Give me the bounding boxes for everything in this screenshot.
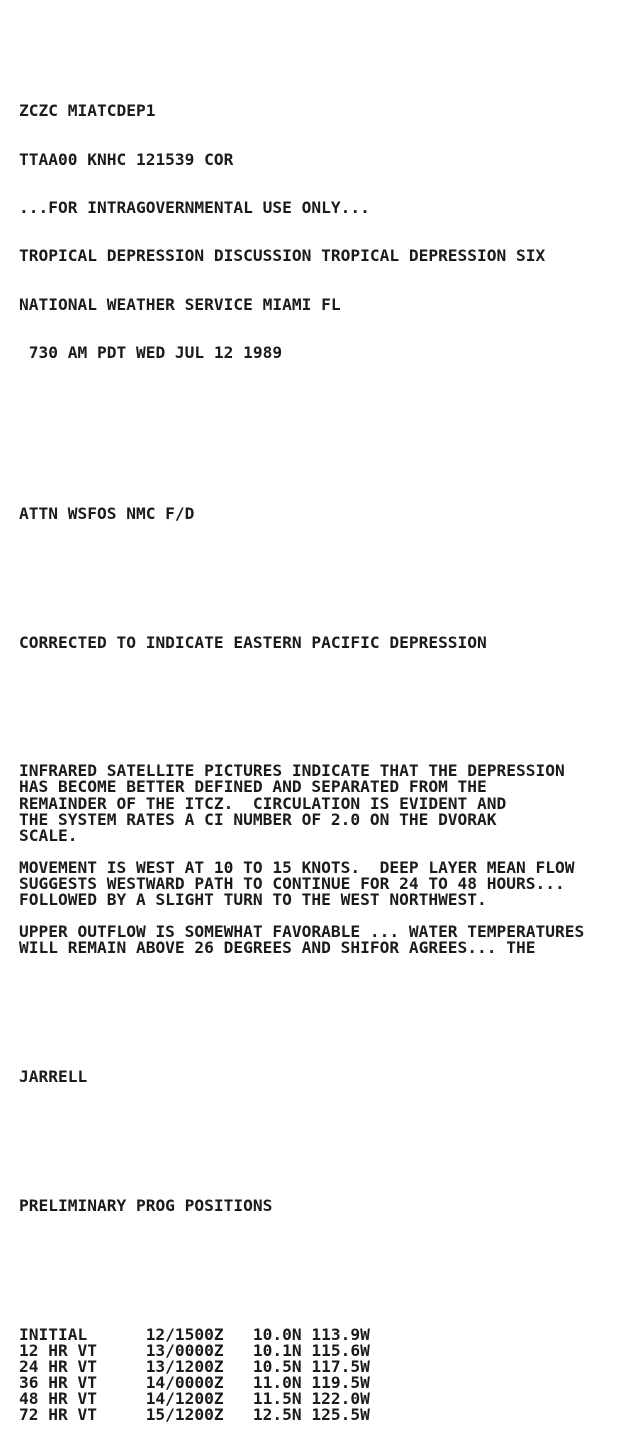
prog-valid-time: 15/1200Z bbox=[145, 1405, 224, 1425]
discussion-line: MOVEMENT IS WEST AT 10 TO 15 KNOTS. DEEP LAYER MEAN FLOW bbox=[19, 857, 575, 877]
prog-latitude: 12.5N bbox=[252, 1405, 302, 1425]
prog-positions-table bbox=[19, 1324, 636, 1425]
discussion-line: REMAINDER OF THE ITCZ. CIRCULATION IS EVIDENT AND bbox=[19, 793, 507, 813]
prog-valid-time: 14/0000Z bbox=[145, 1372, 224, 1392]
blank-line bbox=[19, 441, 636, 457]
prog-row-label: 72 HR VT bbox=[19, 1405, 97, 1425]
discussion-line: SCALE. bbox=[19, 825, 78, 845]
prog-valid-time: 13/0000Z bbox=[145, 1340, 224, 1360]
blank-line bbox=[19, 570, 636, 586]
blank-line bbox=[19, 1133, 636, 1149]
discussion-section bbox=[19, 763, 636, 956]
issuing-office-line: NATIONAL WEATHER SERVICE MIAMI FL bbox=[19, 294, 341, 314]
prog-latitude: 10.0N bbox=[252, 1324, 302, 1344]
prog-positions-heading: PRELIMINARY PROG POSITIONS bbox=[19, 1195, 273, 1215]
blank-line bbox=[19, 1262, 636, 1278]
use-restriction-line: ...FOR INTRAGOVERNMENTAL USE ONLY... bbox=[19, 198, 370, 218]
prog-latitude: 11.0N bbox=[252, 1372, 302, 1392]
attn-line: ATTN WSFOS NMC F/D bbox=[19, 503, 195, 523]
discussion-line: SUGGESTS WESTWARD PATH TO CONTINUE FOR 24 TO 48 HOURS... bbox=[19, 873, 565, 893]
prog-longitude: 119.5W bbox=[311, 1372, 370, 1392]
discussion-line: WILL REMAIN ABOVE 26 DEGREES AND SHIFOR AGREES... THE bbox=[19, 938, 536, 958]
prog-longitude: 115.6W bbox=[311, 1340, 370, 1360]
discussion-line: FOLLOWED BY A SLIGHT TURN TO THE WEST NORTHWEST. bbox=[19, 890, 487, 910]
prog-longitude: 122.0W bbox=[311, 1388, 370, 1408]
wmo-heading-line: TTAA00 KNHC 121539 COR bbox=[19, 149, 234, 169]
message-header bbox=[19, 71, 636, 393]
prog-latitude: 10.1N bbox=[252, 1340, 302, 1360]
prog-latitude: 11.5N bbox=[252, 1388, 302, 1408]
start-of-message-line: ZCZC MIATCDEP1 bbox=[19, 101, 156, 121]
prog-longitude: 113.9W bbox=[311, 1324, 370, 1344]
prog-valid-time: 13/1200Z bbox=[145, 1356, 224, 1376]
blank-line bbox=[19, 699, 636, 715]
prog-row-label: 36 HR VT bbox=[19, 1372, 97, 1392]
correction-note-line: CORRECTED TO INDICATE EASTERN PACIFIC DEPRESSION bbox=[19, 632, 487, 652]
prog-row-label: 12 HR VT bbox=[19, 1340, 97, 1360]
issue-time-line: 730 AM PDT WED JUL 12 1989 bbox=[19, 342, 283, 362]
prog-longitude: 125.5W bbox=[311, 1405, 370, 1425]
prog-row-label: INITIAL bbox=[19, 1324, 88, 1344]
discussion-line: THE SYSTEM RATES A CI NUMBER OF 2.0 ON THE DVORAK bbox=[19, 809, 497, 829]
discussion-line: UPPER OUTFLOW IS SOMEWHAT FAVORABLE ... WATER TEMPERATURES bbox=[19, 922, 585, 942]
forecaster-signature: JARRELL bbox=[19, 1067, 88, 1087]
prog-position-row bbox=[19, 1407, 636, 1423]
prog-row-label: 48 HR VT bbox=[19, 1388, 97, 1408]
product-title-line: TROPICAL DEPRESSION DISCUSSION TROPICAL DEPRESSION SIX bbox=[19, 246, 546, 266]
discussion-line: INFRARED SATELLITE PICTURES INDICATE THAT THE DEPRESSION bbox=[19, 761, 565, 781]
discussion-line: HAS BECOME BETTER DEFINED AND SEPARATED FROM THE bbox=[19, 777, 487, 797]
prog-row-label: 24 HR VT bbox=[19, 1356, 97, 1376]
prog-longitude: 117.5W bbox=[311, 1356, 370, 1376]
prog-latitude: 10.5N bbox=[252, 1356, 302, 1376]
prog-valid-time: 14/1200Z bbox=[145, 1388, 224, 1408]
prog-valid-time: 12/1500Z bbox=[145, 1324, 224, 1344]
blank-line bbox=[19, 1005, 636, 1021]
